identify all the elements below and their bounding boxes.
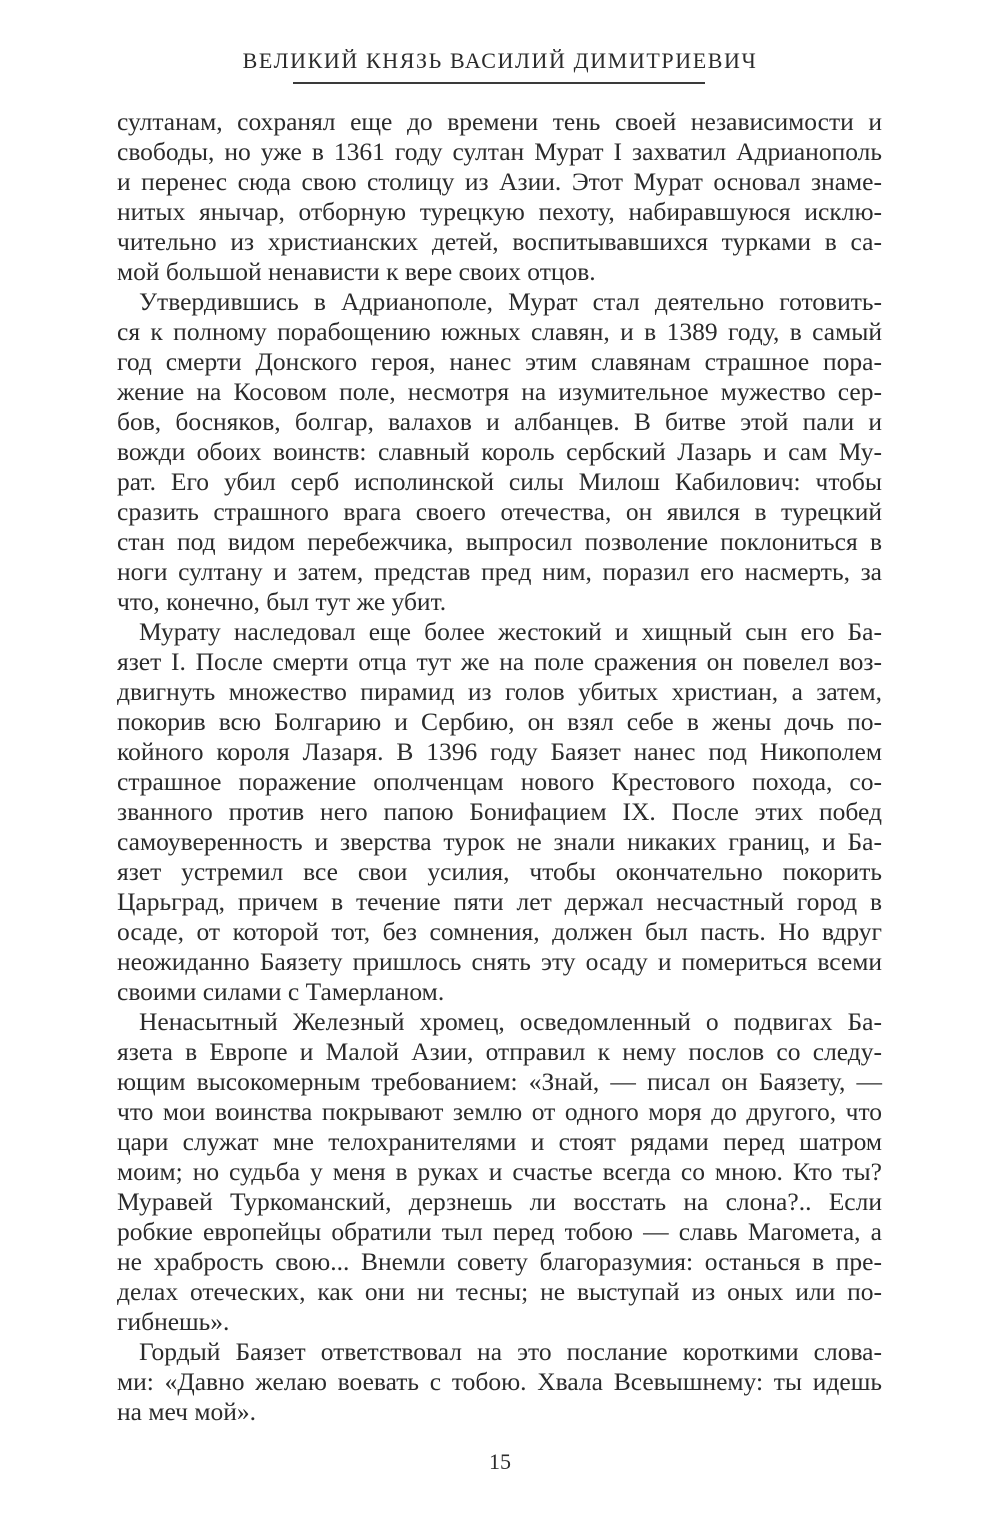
text-line: бов, босняков, болгар, валахов и албанцев. В битве этой пали и bbox=[117, 407, 882, 436]
body-text bbox=[117, 107, 882, 1427]
text-line: ноги султану и затем, представ пред ним, поразил его насмерть, за bbox=[117, 557, 882, 586]
text-line: нитых янычар, отборную турецкую пехоту, набиравшуюся исклю- bbox=[117, 197, 882, 226]
text-line: моим; но судьба у меня в руках и счастье всегда со мною. Кто ты? bbox=[117, 1157, 882, 1186]
text-line: ся к полному порабощению южных славян, и в 1389 году, в самый bbox=[117, 317, 882, 346]
header-rule bbox=[293, 82, 705, 84]
text-line: Царьград, причем в течение пяти лет держал несчастный город в bbox=[117, 887, 882, 916]
text-line: робкие европейцы обратили тыл перед тобою — славь Магомета, а bbox=[117, 1217, 882, 1246]
text-line: чительно из христианских детей, воспитывавшихся турками в са- bbox=[117, 227, 882, 256]
text-line: язета в Европе и Малой Азии, отправил к нему послов со следу- bbox=[117, 1037, 882, 1066]
paragraph bbox=[117, 1337, 882, 1427]
text-line: своими силами с Тамерланом. bbox=[117, 977, 445, 1006]
text-line: Муравей Туркоманский, дерзнешь ли восстать на слона?.. Если bbox=[117, 1187, 882, 1216]
text-line: стан под видом перебежчика, выпросил позволение поклониться в bbox=[117, 527, 882, 556]
text-line: свободы, но уже в 1361 году султан Мурат I захватил Адрианополь bbox=[117, 137, 882, 166]
text-line: год смерти Донского героя, нанес этим славянам страшное пора- bbox=[117, 347, 882, 376]
text-line: Гордый Баязет ответствовал на это послание короткими слова- bbox=[139, 1337, 882, 1366]
running-header: ВЕЛИКИЙ КНЯЗЬ ВАСИЛИЙ ДИМИТРИЕВИЧ bbox=[242, 48, 758, 73]
text-line: жение на Косовом поле, несмотря на изумительное мужество сер- bbox=[117, 377, 882, 406]
text-line: на меч мой». bbox=[117, 1397, 257, 1426]
text-line: страшное поражение ополченцам нового Крестового похода, со- bbox=[117, 767, 882, 796]
text-line: гибнешь». bbox=[117, 1307, 230, 1336]
paragraph bbox=[117, 617, 882, 1007]
paragraph bbox=[117, 107, 882, 287]
text-line: званного против него папою Бонифацием IX. После этих побед bbox=[117, 797, 882, 826]
text-line: ющим высокомерным требованием: «Знай, — писал он Баязету, — bbox=[117, 1067, 882, 1096]
text-line: койного короля Лазаря. В 1396 году Баязет нанес под Никополем bbox=[117, 737, 882, 766]
text-line: Утвердившись в Адрианополе, Мурат стал деятельно готовить- bbox=[139, 287, 882, 316]
text-line: неожиданно Баязету пришлось снять эту осаду и помериться всеми bbox=[117, 947, 882, 976]
text-line: сразить страшного врага своего отечества, он явился в турецкий bbox=[117, 497, 882, 526]
text-line: что, конечно, был тут же убит. bbox=[117, 587, 447, 616]
text-line: Мурату наследовал еще более жестокий и хищный сын его Ба- bbox=[139, 617, 882, 646]
text-line: вожди обоих воинств: славный король сербский Лазарь и сам Му- bbox=[117, 437, 882, 466]
paragraph bbox=[117, 287, 882, 617]
paragraph bbox=[117, 1007, 882, 1337]
text-line: самоуверенность и зверства турок не знали никаких границ, и Ба- bbox=[117, 827, 882, 856]
text-line: осаде, от которой тот, без сомнения, должен был пасть. Но вдруг bbox=[117, 917, 882, 946]
text-line: Ненасытный Железный хромец, осведомленный о подвигах Ба- bbox=[139, 1007, 882, 1036]
text-line: язет устремил все свои усилия, чтобы окончательно покорить bbox=[117, 857, 882, 886]
page-number: 15 bbox=[489, 1449, 511, 1474]
text-line: двигнуть множество пирамид из голов убитых христиан, а затем, bbox=[117, 677, 882, 706]
text-line: делах отеческих, как они ни тесны; не выступай из оных или по- bbox=[117, 1277, 882, 1306]
text-line: не храбрость свою... Внемли совету благоразумия: останься в пре- bbox=[117, 1247, 882, 1276]
text-line: султанам, сохранял еще до времени тень своей независимости и bbox=[117, 107, 882, 136]
text-line: и перенес сюда свою столицу из Азии. Этот Мурат основал знаме- bbox=[117, 167, 882, 196]
text-line: цари служат мне телохранителями и стоят рядами перед шатром bbox=[117, 1127, 882, 1156]
text-line: ми: «Давно желаю воевать с тобою. Хвала Всевышнему: ты идешь bbox=[117, 1367, 882, 1396]
text-line: покорив всю Болгарию и Сербию, он взял себе в жены дочь по- bbox=[117, 707, 882, 736]
text-line: что мои воинства покрывают землю от одного моря до другого, что bbox=[117, 1097, 882, 1126]
text-line: язет I. После смерти отца тут же на поле сражения он повелел воз- bbox=[117, 647, 882, 676]
text-line: рат. Его убил серб исполинской силы Милош Кабилович: чтобы bbox=[117, 467, 882, 496]
text-line: мой большой ненависти к вере своих отцов. bbox=[117, 257, 596, 286]
